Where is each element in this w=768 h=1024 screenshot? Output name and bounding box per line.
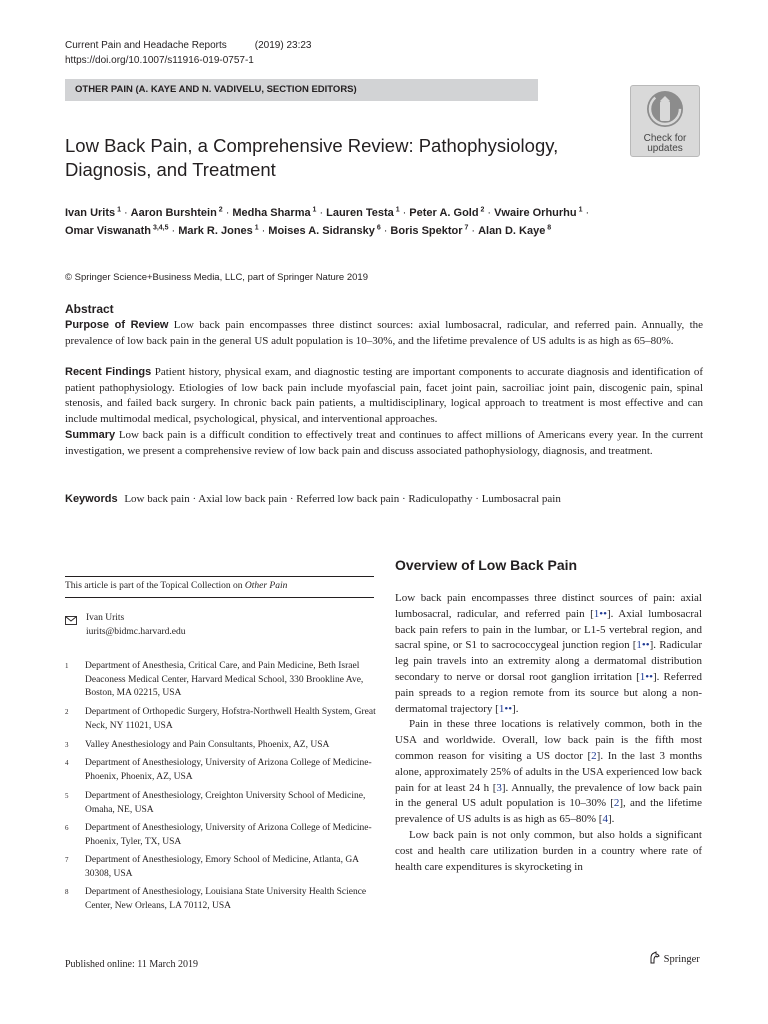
purpose-text: Low back pain encompasses three distinct sources: axial lumbosacral, radicular, and referred pain. Annually, the prevalence of low back pain in the general US adult population is 10–30%, and the lifetime prevalence of US adults is as high as 65–80%. [65, 319, 704, 347]
topical-prefix: This article is part of the Topical Collection on [65, 581, 245, 591]
doi-link[interactable]: https://doi.org/10.1007/s11916-019-0757-1 [65, 55, 254, 66]
separator: · [487, 206, 492, 219]
affiliation-text: Department of Anesthesiology, Creighton University School of Medicine, Omaha, NE, USA [85, 791, 366, 815]
author-name[interactable]: Aaron Burshtein $^2$ [130, 206, 223, 219]
springer-horse-icon [648, 951, 661, 964]
affiliation-text: Department of Anesthesiology, University of Arizona College of Medicine-Phoenix, Phoenix, AZ, USA [85, 758, 372, 782]
text-run: ]. Axial lumbosacral back pain refers to pain in the lumbar, or L1-5 vertebral region, and sacral spine, or S1 to sacrococcygeal junction region [ [395, 607, 702, 652]
separator: · [471, 225, 476, 238]
affiliation-number: 8 [65, 888, 69, 896]
citation-link[interactable]: 2 [613, 797, 620, 810]
section-bar: OTHER PAIN (A. KAYE AND N. VADIVELU, SECTION EDITORS) [65, 79, 538, 101]
divider [65, 597, 374, 598]
author-affiliation-ref: 2 [478, 206, 485, 213]
affiliation-number: 3 [65, 741, 69, 749]
affiliation-item [65, 790, 374, 818]
envelope-icon [65, 612, 77, 630]
affiliation-text: Department of Anesthesiology, Emory School of Medicine, Atlanta, GA 30308, USA [85, 855, 359, 879]
text-run: ]. [512, 702, 519, 715]
author-affiliation-ref: 1 [576, 206, 583, 213]
summary-text: Low back pain is a difficult condition to effectively treat and continues to affect millions of Americans every year. In the current investigation, we present a comprehensive review of low back pain and discuss associated pathophysiology, diagnosis, and treatment. [65, 429, 703, 457]
abstract-findings [65, 365, 703, 427]
affiliation-item [65, 660, 374, 700]
journal-volume: (2019) 23:23 [254, 40, 312, 51]
author-affiliation-ref: 6 [374, 224, 381, 232]
author-affiliation-ref: 2 [216, 206, 223, 213]
separator: · [225, 206, 230, 219]
author-list [65, 202, 685, 239]
citation-link[interactable]: 2 [591, 749, 597, 762]
separator: · [171, 225, 176, 238]
text-run: ]. Radicular leg pain travels into an extremity along a dermatomal distribution secondary to nerve or dorsal root ganglion irritation [ [395, 639, 702, 683]
author-affiliation-ref: 1 [310, 206, 317, 213]
affiliation-number: 4 [65, 759, 69, 767]
text-run: Low back pain encompasses three distinct sources of pain: axial lumbosacral, radicular, and referred pain [ [395, 592, 702, 620]
abstract-heading: Abstract [65, 302, 114, 316]
topical-collection [65, 581, 287, 591]
author-affiliation-ref: 3,4,5 [151, 224, 169, 232]
citation-link[interactable]: 3 [496, 781, 502, 794]
affiliation-number: 7 [65, 856, 69, 864]
text-run: ], and the lifetime prevalence of US adults is as high as 65–80% [ [395, 797, 702, 826]
affiliation-text: Valley Anesthesiology and Pain Consultants, Phoenix, AZ, USA [85, 740, 330, 750]
affiliation-number: 5 [65, 792, 69, 800]
text-run: ]. Referred pain spreads to a region remote from its source but along a non-dermatomal trajectory [ [395, 670, 702, 715]
check-for-updates-badge[interactable] [630, 85, 700, 157]
copyright: © Springer Science+Business Media, LLC, part of Springer Nature 2019 [65, 272, 368, 283]
text-run: Pain in these three locations is relatively common, both in the USA and worldwide. Overall, low back pain is the fifth most common reason for visiting a US doctor [ [395, 718, 702, 762]
article-title: Low Back Pain, a Comprehensive Review: Pathophysiology, Diagnosis, and Treatment [65, 135, 559, 180]
badge-line1: Check for [643, 133, 687, 144]
author-name[interactable]: Ivan Urits $^1$ [65, 206, 121, 219]
keywords-text: Low back pain · Axial low back pain · Referred low back pain · Radiculopathy · Lumbosacral pain [124, 493, 561, 505]
affiliation-item [65, 854, 374, 882]
affiliation-item [65, 739, 374, 753]
topical-collection-name: Other Pain [244, 581, 288, 591]
text-run: ]. In the last 3 months alone, approximately 25% of adults in the USA experienced low back pain for at least 24 h [ [395, 749, 702, 794]
affiliation-number: 1 [65, 662, 69, 670]
citation-link[interactable]: 1•• [639, 670, 653, 683]
overview-paragraph [395, 717, 702, 828]
author-affiliation-ref: 7 [462, 224, 469, 232]
separator: · [402, 206, 407, 219]
author-name[interactable]: Medha Sharma $^1$ [232, 206, 317, 219]
keywords [65, 493, 561, 505]
divider [65, 576, 374, 577]
citation-link[interactable]: 1•• [498, 702, 513, 715]
abstract-summary [65, 428, 703, 459]
affiliation-item [65, 886, 374, 914]
keywords-label: Keywords [65, 493, 118, 505]
text-run: ]. Annually, the prevalence of low back pain in the general US adult population is 10–30% [ [395, 781, 702, 810]
separator: · [585, 206, 590, 219]
findings-label: Recent Findings [65, 366, 152, 378]
author-affiliation-ref: 1 [115, 206, 121, 213]
check-for-updates-icon [645, 89, 685, 129]
separator: · [319, 206, 324, 219]
overview-paragraph [395, 591, 702, 717]
corresponding-email[interactable]: iurits@bidmc.harvard.edu [86, 627, 186, 637]
publisher-name: Springer [663, 954, 700, 965]
affiliation-number: 2 [65, 708, 69, 716]
citation-link[interactable]: 1•• [593, 607, 607, 620]
journal-line [65, 40, 311, 51]
affiliation-item [65, 706, 374, 734]
author-affiliation-ref: 1 [252, 224, 259, 232]
corresponding-name: Ivan Urits [86, 613, 125, 623]
findings-text: Patient history, physical exam, and diagnostic testing are important components to accurate diagnosis and identification of patient pathophysiology. Etiologies of low back pain include myofascial pain, facet joint pain, sacroiliac joint pain, discogenic pain, spinal stenosis, and failed back surgery. In chronic back pain patients, a multidisciplinary, logical approach to treatment is most effective and can include multimodal medical, psychological, physical, and interventional approaches. [65, 366, 704, 425]
separator: · [123, 206, 128, 219]
affiliation-text: Department of Anesthesiology, University of Arizona College of Medicine-Phoenix, Tyler, TX, USA [85, 823, 372, 847]
overview-body [395, 591, 702, 875]
author-name[interactable]: Omar Viswanath $^{3,4,5}$ [65, 224, 169, 238]
badge-line2: updates [647, 143, 683, 154]
author-name[interactable]: Moises A. Sidransky $^6$ [268, 224, 381, 238]
affiliation-text: Department of Orthopedic Surgery, Hofstra-Northwell Health System, Great Neck, NY 11021, USA [85, 707, 376, 731]
journal-name: Current Pain and Headache Reports [65, 40, 227, 51]
summary-label: Summary [65, 429, 116, 441]
separator: · [383, 225, 388, 238]
author-name[interactable]: Boris Spektor $^7$ [390, 224, 469, 238]
author-name[interactable]: Lauren Testa $^1$ [326, 206, 400, 219]
affiliation-item [65, 757, 374, 785]
springer-logo [648, 951, 700, 965]
overview-paragraph: Low back pain is not only common, but also holds a significant cost and health care utilization burden in a country where rate of health care expenditures is skyrocketing in [395, 828, 702, 873]
author-name[interactable]: Vwaire Orhurhu $^1$ [494, 206, 583, 219]
section-heading: Overview of Low Back Pain [395, 557, 578, 573]
author-affiliation-ref: 1 [393, 206, 400, 213]
citation-link[interactable]: 4 [602, 813, 608, 826]
author-name[interactable]: Alan D. Kaye $^8$ [478, 224, 552, 238]
citation-link[interactable]: 1•• [636, 639, 650, 652]
author-affiliation-ref: 8 [545, 224, 552, 232]
purpose-label: Purpose of Review [65, 319, 169, 331]
author-name[interactable]: Peter A. Gold $^2$ [409, 206, 485, 219]
author-name[interactable]: Mark R. Jones $^1$ [178, 224, 259, 238]
affiliation-item [65, 822, 374, 850]
abstract-purpose [65, 318, 703, 349]
text-run: ]. [607, 813, 615, 826]
affiliation-text: Department of Anesthesia, Critical Care, and Pain Medicine, Beth Israel Deaconess Medical Center, Harvard Medical School, 330 Brookline Ave, Boston, MA 02215, USA [85, 661, 364, 698]
affiliation-number: 6 [65, 824, 69, 832]
corresponding-author [86, 611, 186, 639]
separator: · [261, 225, 266, 238]
published-date: Published online: 11 March 2019 [65, 959, 198, 970]
affiliation-text: Department of Anesthesiology, Louisiana State University Health Science Center, New Orleans, LA 70112, USA [85, 887, 367, 911]
